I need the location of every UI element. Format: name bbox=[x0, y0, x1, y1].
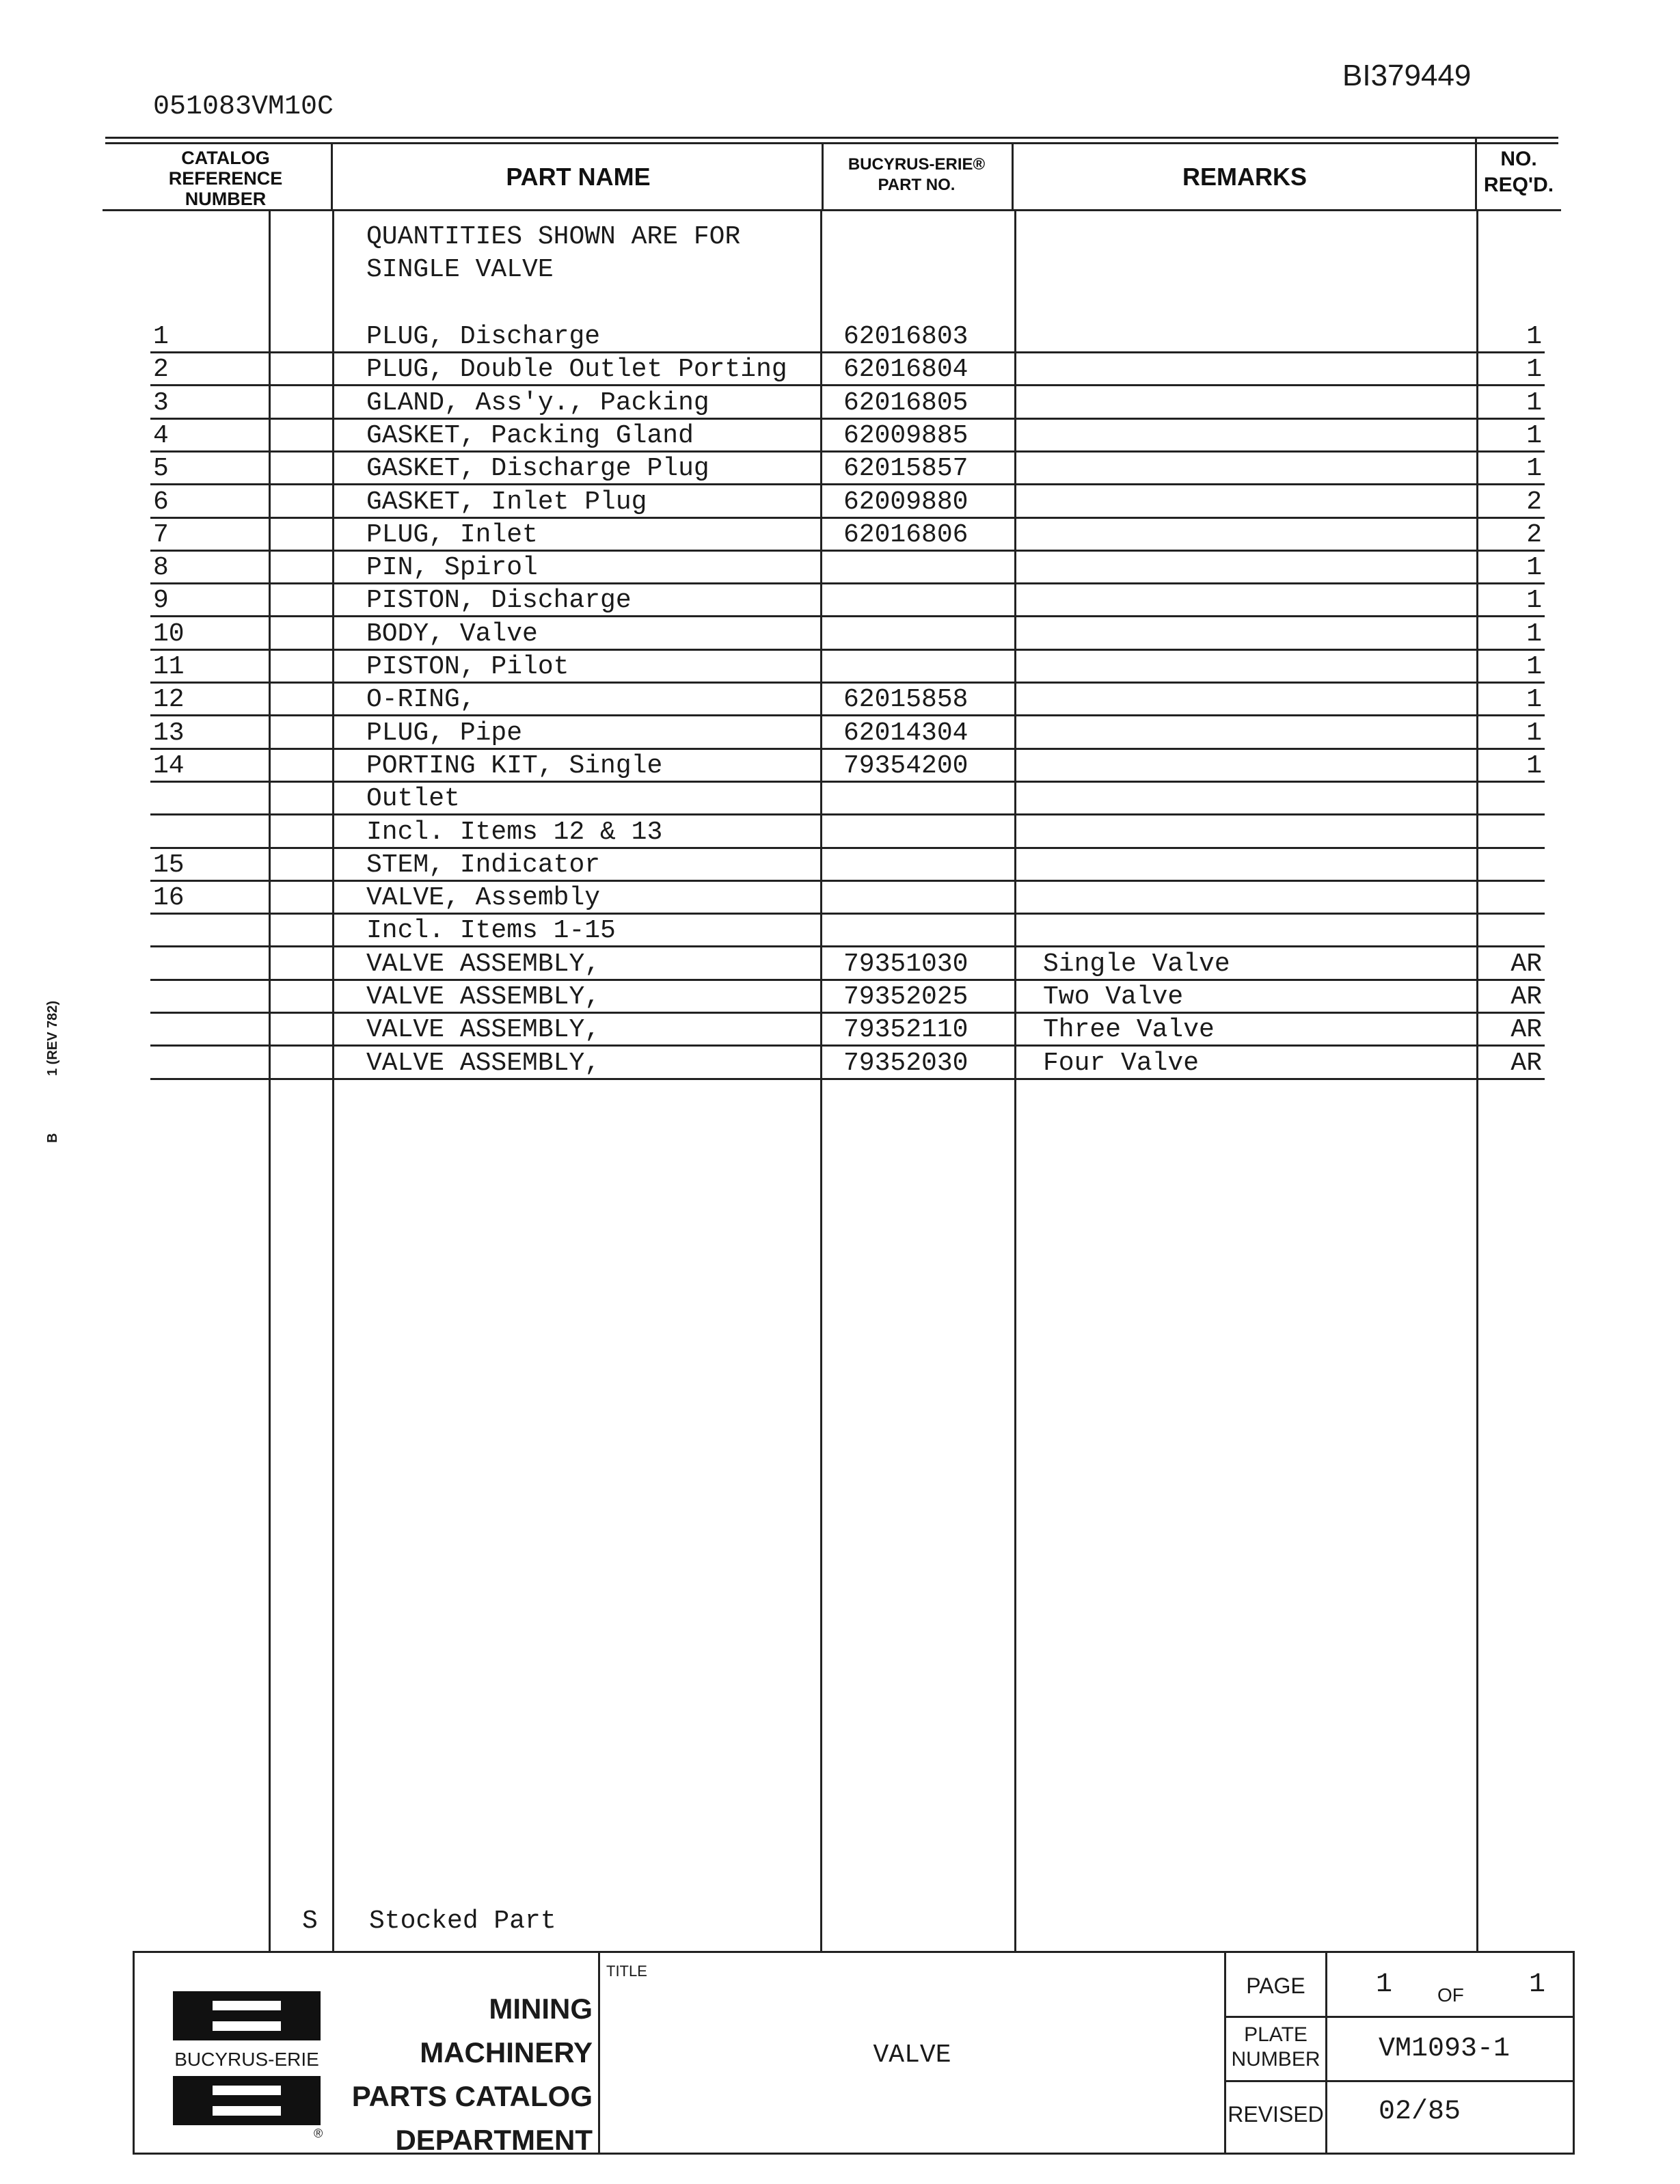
department-line-2: PARTS CATALOG bbox=[351, 2080, 593, 2112]
department-line-1: MINING MACHINERY bbox=[420, 1993, 593, 2068]
row-rule bbox=[150, 550, 1545, 552]
catalog-ref-cell: 16 bbox=[153, 883, 185, 913]
part-name-cell: GASKET, Packing Gland bbox=[366, 420, 694, 450]
bucyrus-erie-logo-bottom-icon bbox=[173, 2076, 321, 2125]
batch-code: BI379449 bbox=[1342, 59, 1472, 92]
catalog-ref-cell: 3 bbox=[153, 388, 169, 418]
quantity-cell: 2 bbox=[1526, 487, 1542, 517]
catalog-ref-cell: 10 bbox=[153, 619, 185, 649]
revised-label: REVISED bbox=[1228, 2102, 1324, 2127]
row-rule bbox=[150, 351, 1545, 353]
legend-text: Stocked Part bbox=[369, 1906, 556, 1936]
row-rule bbox=[150, 1044, 1545, 1047]
catalog-ref-cell: 15 bbox=[153, 850, 185, 880]
title-value: VALVE bbox=[873, 2040, 951, 2070]
quantity-cell: AR bbox=[1510, 1015, 1542, 1045]
part-name-cell: GLAND, Ass'y., Packing bbox=[366, 388, 709, 418]
catalog-ref-cell: 8 bbox=[153, 553, 169, 583]
quantity-cell: 1 bbox=[1526, 553, 1542, 583]
row-rule bbox=[150, 1078, 1545, 1080]
title-label: TITLE bbox=[606, 1963, 647, 1980]
part-number-cell: 62016804 bbox=[843, 355, 968, 385]
row-rule bbox=[150, 979, 1545, 981]
legend-symbol: S bbox=[302, 1906, 318, 1936]
column-header-no-reqd: NO. REQ'D. bbox=[1483, 148, 1554, 196]
revised-value: 02/85 bbox=[1379, 2097, 1461, 2127]
row-rule bbox=[150, 682, 1545, 684]
part-number-cell: 62016805 bbox=[843, 388, 968, 418]
row-rule bbox=[150, 847, 1545, 849]
page-of-label: OF bbox=[1437, 1984, 1464, 2006]
remarks-cell: Three Valve bbox=[1043, 1015, 1215, 1045]
page-value: 1 bbox=[1376, 1969, 1393, 2000]
part-number-cell: 79354200 bbox=[843, 751, 968, 781]
part-name-cell: PLUG, Inlet bbox=[366, 520, 538, 550]
part-name-cell: BODY, Valve bbox=[366, 619, 538, 649]
plate-number-value: VM1093-1 bbox=[1379, 2034, 1510, 2064]
quantity-cell: AR bbox=[1510, 1048, 1542, 1078]
column-header-remarks: REMARKS bbox=[1182, 163, 1307, 191]
part-name-cell: PLUG, Double Outlet Porting bbox=[366, 355, 787, 385]
catalog-ref-cell: 4 bbox=[153, 420, 169, 450]
part-name-cell: PLUG, Discharge bbox=[366, 322, 601, 351]
catalog-ref-cell: 5 bbox=[153, 454, 169, 484]
quantity-cell: 1 bbox=[1526, 586, 1542, 616]
column-header-part-name: PART NAME bbox=[506, 163, 651, 191]
row-rule bbox=[150, 450, 1545, 453]
part-number-cell: 79352110 bbox=[843, 1015, 968, 1045]
catalog-ref-cell: 9 bbox=[153, 586, 169, 616]
part-name-cell: VALVE, Assembly bbox=[366, 883, 601, 913]
page-total: 1 bbox=[1529, 1969, 1546, 2000]
part-name-cell: VALVE ASSEMBLY, bbox=[366, 1015, 601, 1045]
part-name-cell: PISTON, Discharge bbox=[366, 586, 632, 616]
quantity-cell: 1 bbox=[1526, 685, 1542, 715]
quantity-cell: AR bbox=[1510, 949, 1542, 979]
row-rule bbox=[150, 813, 1545, 815]
catalog-ref-cell: 1 bbox=[153, 322, 169, 351]
quantity-cell: 1 bbox=[1526, 652, 1542, 682]
title-block bbox=[133, 1951, 1575, 2155]
remarks-cell: Four Valve bbox=[1043, 1048, 1200, 1078]
part-number-cell: 62016806 bbox=[843, 520, 968, 550]
bucyrus-erie-logo-top-icon bbox=[173, 1991, 321, 2040]
part-name-cell: O-RING, bbox=[366, 685, 476, 715]
row-rule bbox=[150, 1012, 1545, 1014]
part-name-cell: GASKET, Inlet Plug bbox=[366, 487, 647, 517]
row-rule bbox=[150, 384, 1545, 386]
catalog-ref-cell: 2 bbox=[153, 355, 169, 385]
brand-name: BUCYRUS-ERIE bbox=[174, 2049, 319, 2070]
row-rule bbox=[150, 913, 1545, 915]
part-name-cell: VALVE ASSEMBLY, bbox=[366, 1048, 601, 1078]
registered-mark: ® bbox=[314, 2127, 323, 2140]
quantity-cell: 1 bbox=[1526, 388, 1542, 418]
row-rule bbox=[150, 483, 1545, 485]
margin-letter: B bbox=[45, 1133, 60, 1143]
part-name-cell: Outlet bbox=[366, 784, 460, 814]
catalog-ref-cell: 13 bbox=[153, 718, 185, 748]
part-number-cell: 62014304 bbox=[843, 718, 968, 748]
row-rule bbox=[150, 880, 1545, 882]
part-name-cell: VALVE ASSEMBLY, bbox=[366, 949, 601, 979]
catalog-ref-cell: 12 bbox=[153, 685, 185, 715]
column-header-catalog-ref: CATALOG REFERENCE NUMBER bbox=[168, 148, 283, 209]
intro-line-2: SINGLE VALVE bbox=[366, 255, 554, 284]
catalog-ref-cell: 11 bbox=[153, 652, 185, 682]
row-rule bbox=[150, 517, 1545, 519]
catalog-ref-cell: 7 bbox=[153, 520, 169, 550]
quantity-cell: 1 bbox=[1526, 322, 1542, 351]
row-rule bbox=[150, 615, 1545, 617]
part-name-cell: PORTING KIT, Single bbox=[366, 751, 663, 781]
row-rule bbox=[150, 582, 1545, 584]
part-name-cell: PIN, Spirol bbox=[366, 553, 538, 583]
part-number-cell: 79351030 bbox=[843, 949, 968, 979]
quantity-cell: 1 bbox=[1526, 420, 1542, 450]
column-header-part-no: BUCYRUS-ERIE® PART NO. bbox=[848, 155, 986, 194]
row-rule bbox=[150, 418, 1545, 420]
row-rule bbox=[150, 945, 1545, 947]
part-name-cell: Incl. Items 12 & 13 bbox=[366, 817, 663, 847]
plate-number-label: PLATE NUMBER bbox=[1231, 2023, 1320, 2071]
row-rule bbox=[150, 714, 1545, 716]
row-rule bbox=[150, 781, 1545, 783]
part-name-cell: STEM, Indicator bbox=[366, 850, 601, 880]
document-code: 051083VM10C bbox=[153, 92, 334, 122]
part-number-cell: 79352030 bbox=[843, 1048, 968, 1078]
quantity-cell: 1 bbox=[1526, 751, 1542, 781]
row-rule bbox=[150, 748, 1545, 750]
catalog-ref-cell: 14 bbox=[153, 751, 185, 781]
intro-line-1: QUANTITIES SHOWN ARE FOR bbox=[366, 222, 741, 252]
quantity-cell: AR bbox=[1510, 982, 1542, 1012]
part-name-cell: PISTON, Pilot bbox=[366, 652, 569, 682]
part-name-cell: Incl. Items 1-15 bbox=[366, 916, 616, 946]
part-number-cell: 79352025 bbox=[843, 982, 968, 1012]
form-code-margin: 1 (REV 782) bbox=[45, 1000, 60, 1076]
part-number-cell: 62009880 bbox=[843, 487, 968, 517]
part-number-cell: 62015857 bbox=[843, 454, 968, 484]
remarks-cell: Single Valve bbox=[1043, 949, 1230, 979]
department-line-3: DEPARTMENT bbox=[395, 2124, 593, 2156]
catalog-ref-cell: 6 bbox=[153, 487, 169, 517]
quantity-cell: 2 bbox=[1526, 520, 1542, 550]
quantity-cell: 1 bbox=[1526, 619, 1542, 649]
part-name-cell: GASKET, Discharge Plug bbox=[366, 454, 709, 484]
part-number-cell: 62016803 bbox=[843, 322, 968, 351]
part-number-cell: 62009885 bbox=[843, 420, 968, 450]
quantity-cell: 1 bbox=[1526, 355, 1542, 385]
part-name-cell: VALVE ASSEMBLY, bbox=[366, 982, 601, 1012]
quantity-cell: 1 bbox=[1526, 718, 1542, 748]
row-rule bbox=[150, 649, 1545, 651]
remarks-cell: Two Valve bbox=[1043, 982, 1184, 1012]
page-label: PAGE bbox=[1246, 1973, 1305, 1998]
part-number-cell: 62015858 bbox=[843, 685, 968, 715]
part-name-cell: PLUG, Pipe bbox=[366, 718, 523, 748]
quantity-cell: 1 bbox=[1526, 454, 1542, 484]
